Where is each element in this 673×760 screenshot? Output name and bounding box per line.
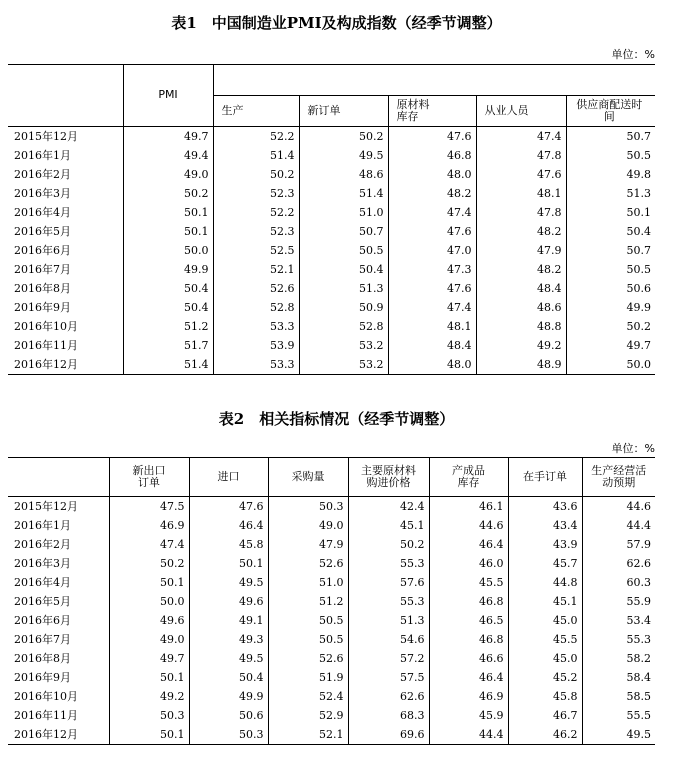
table2-cell: 52.6 <box>268 649 348 668</box>
table1-header-group <box>213 65 655 96</box>
table2-cell: 49.3 <box>189 630 268 649</box>
table1-cell: 48.6 <box>476 298 566 317</box>
table2-column-header: 生产经营活 动预期 <box>582 458 655 497</box>
table1-cell: 49.8 <box>626 168 652 181</box>
table2-cell: 62.6 <box>348 687 429 706</box>
table2-cell: 46.4 <box>429 668 508 687</box>
table1-cell: 47.6 <box>388 222 476 241</box>
table2-column-header: 在手订单 <box>508 458 582 497</box>
table2-row-label: 2016年11月 <box>8 706 109 725</box>
table2-cell: 44.6 <box>626 500 651 513</box>
table1-cell: 47.8 <box>476 203 566 222</box>
table2-cell: 45.0 <box>508 611 582 630</box>
table1-cell: 53.3 <box>213 355 299 375</box>
table2-row <box>8 668 655 687</box>
table2-cell: 46.9 <box>109 516 189 535</box>
table1-cell: 52.3 <box>213 222 299 241</box>
table2-corner-header <box>8 458 109 497</box>
table1-cell: 51.2 <box>123 317 213 336</box>
table1-row-label: 2015年12月 <box>8 127 123 147</box>
table1-cell: 50.7 <box>626 244 652 257</box>
table2-cell: 58.2 <box>626 652 651 665</box>
table1-cell: 47.3 <box>388 260 476 279</box>
table2-cell: 57.2 <box>348 649 429 668</box>
table2-cell: 46.4 <box>429 535 508 554</box>
table1-cell: 48.0 <box>388 355 476 375</box>
table2-cell: 49.0 <box>268 516 348 535</box>
table2-cell: 50.3 <box>109 706 189 725</box>
table1-cell: 50.0 <box>123 241 213 260</box>
table1-row <box>8 355 655 375</box>
table2-cell: 49.6 <box>109 611 189 630</box>
table1-row-label: 2016年9月 <box>8 298 123 317</box>
table1-cell: 46.8 <box>388 146 476 165</box>
table2-row-label: 2016年5月 <box>8 592 109 611</box>
table1-cell: 47.6 <box>388 127 476 147</box>
table1-cell: 50.1 <box>626 206 652 219</box>
table1-cell: 51.7 <box>123 336 213 355</box>
table2-cell: 50.3 <box>268 497 348 517</box>
table2-cell: 50.4 <box>189 668 268 687</box>
table2-cell: 50.5 <box>268 611 348 630</box>
table2-cell: 47.5 <box>109 497 189 517</box>
table2-cell: 60.3 <box>626 576 651 589</box>
table2-column-header: 新出口 订单 <box>109 458 189 497</box>
table2-cell: 55.3 <box>626 633 651 646</box>
table2-row <box>8 630 655 649</box>
table1-cell: 50.1 <box>123 222 213 241</box>
table1-cell: 53.2 <box>299 355 388 375</box>
table1-cell: 53.2 <box>299 336 388 355</box>
table2-row <box>8 554 655 573</box>
table2-cell: 49.5 <box>626 728 651 741</box>
table2-row-label: 2016年8月 <box>8 649 109 668</box>
table2-cell: 47.9 <box>268 535 348 554</box>
table2-cell: 50.3 <box>189 725 268 745</box>
table1-cell: 52.1 <box>213 260 299 279</box>
table1-row-label: 2016年11月 <box>8 336 123 355</box>
table2-cell: 45.8 <box>508 687 582 706</box>
table1-cell: 52.5 <box>213 241 299 260</box>
table2-cell: 44.8 <box>508 573 582 592</box>
table2-cell: 45.1 <box>348 516 429 535</box>
table2-row-label: 2016年10月 <box>8 687 109 706</box>
table2-cell: 51.3 <box>348 611 429 630</box>
table2-cell: 68.3 <box>348 706 429 725</box>
table1-row-label: 2016年8月 <box>8 279 123 298</box>
table2-cell: 46.6 <box>429 649 508 668</box>
table2-row-label: 2016年6月 <box>8 611 109 630</box>
table1-column-header: 新订单 <box>299 96 388 127</box>
table1-row <box>8 241 655 260</box>
table1-cell: 52.8 <box>299 317 388 336</box>
table2-cell: 58.4 <box>626 671 651 684</box>
table1-cell: 50.2 <box>626 320 652 333</box>
table2-cell: 55.9 <box>626 595 651 608</box>
table1 <box>8 64 655 375</box>
table2-row-label: 2016年4月 <box>8 573 109 592</box>
table1-cell: 50.5 <box>626 149 652 162</box>
table1-cell: 50.0 <box>626 358 652 371</box>
table2-cell: 46.2 <box>508 725 582 745</box>
table2-cell: 46.0 <box>429 554 508 573</box>
table2-unit: 单位：% <box>611 442 655 455</box>
table2-row <box>8 516 655 535</box>
table1-cell: 48.1 <box>476 184 566 203</box>
table2-cell: 52.9 <box>268 706 348 725</box>
table1-row <box>8 298 655 317</box>
table1-row-label: 2016年12月 <box>8 355 123 375</box>
table2-cell: 51.0 <box>268 573 348 592</box>
table1-cell: 49.5 <box>299 146 388 165</box>
table1-cell: 48.8 <box>476 317 566 336</box>
table2-row-label: 2016年12月 <box>8 725 109 745</box>
table2-cell: 46.8 <box>429 630 508 649</box>
table1-cell: 48.0 <box>388 165 476 184</box>
table1-cell: 51.3 <box>626 187 652 200</box>
table2-row <box>8 706 655 725</box>
table1-cell: 47.4 <box>476 127 566 147</box>
table2-row <box>8 535 655 554</box>
table1-row <box>8 203 655 222</box>
table2-cell: 44.6 <box>429 516 508 535</box>
table2-cell: 49.5 <box>189 649 268 668</box>
table2-cell: 50.1 <box>109 573 189 592</box>
table1-cell: 47.4 <box>388 203 476 222</box>
table1-row <box>8 127 655 147</box>
table1-row <box>8 146 655 165</box>
table1-row-label: 2016年2月 <box>8 165 123 184</box>
table2-column-header: 产成品 库存 <box>429 458 508 497</box>
table1-cell: 48.6 <box>299 165 388 184</box>
table2-cell: 57.5 <box>348 668 429 687</box>
table2-cell: 54.6 <box>348 630 429 649</box>
table1-cell: 47.9 <box>476 241 566 260</box>
table1-column-header: 原材料 库存 <box>388 96 476 127</box>
table1-cell: 50.4 <box>626 225 652 238</box>
table1-row <box>8 336 655 355</box>
table2-cell: 52.1 <box>268 725 348 745</box>
table2-cell: 50.0 <box>109 592 189 611</box>
table1-column-header: 供应商配送时 间 <box>566 96 655 127</box>
table1-cell: 49.7 <box>626 339 652 352</box>
table2-row <box>8 611 655 630</box>
table1-cell: 50.4 <box>123 298 213 317</box>
table2-column-header: 采购量 <box>268 458 348 497</box>
table2-cell: 52.6 <box>268 554 348 573</box>
table1-cell: 50.5 <box>299 241 388 260</box>
table1-cell: 50.7 <box>299 222 388 241</box>
table1-cell: 50.4 <box>299 260 388 279</box>
table1-row <box>8 184 655 203</box>
table1-row-label: 2016年3月 <box>8 184 123 203</box>
table1-row <box>8 317 655 336</box>
table2-cell: 46.1 <box>429 497 508 517</box>
table2-cell: 45.8 <box>189 535 268 554</box>
table1-column-header: 从业人员 <box>476 96 566 127</box>
table2-cell: 52.4 <box>268 687 348 706</box>
table2-cell: 42.4 <box>348 497 429 517</box>
table2-cell: 49.9 <box>189 687 268 706</box>
table2-cell: 49.0 <box>109 630 189 649</box>
table2-cell: 44.4 <box>626 519 651 532</box>
table1-cell: 52.3 <box>213 184 299 203</box>
table2-cell: 45.9 <box>429 706 508 725</box>
table1-cell: 47.6 <box>476 165 566 184</box>
table2-cell: 47.6 <box>189 497 268 517</box>
table2-cell: 46.9 <box>429 687 508 706</box>
table2-cell: 50.2 <box>348 535 429 554</box>
table1-cell: 51.3 <box>299 279 388 298</box>
table2-cell: 49.2 <box>109 687 189 706</box>
table1-cell: 47.4 <box>388 298 476 317</box>
table1-cell: 50.2 <box>213 165 299 184</box>
table1-row <box>8 222 655 241</box>
table2-cell: 50.1 <box>109 725 189 745</box>
table2-cell: 55.5 <box>626 709 651 722</box>
table1-cell: 50.9 <box>299 298 388 317</box>
table2-cell: 45.5 <box>508 630 582 649</box>
table1-corner-header <box>8 65 123 127</box>
table2-row-label: 2016年9月 <box>8 668 109 687</box>
table1-cell: 52.2 <box>213 203 299 222</box>
table1-cell: 52.2 <box>213 127 299 147</box>
table2-cell: 55.3 <box>348 592 429 611</box>
table1-cell: 48.2 <box>476 222 566 241</box>
table2-row <box>8 725 655 745</box>
table2-row-label: 2016年3月 <box>8 554 109 573</box>
table2-cell: 50.2 <box>109 554 189 573</box>
table2-row <box>8 573 655 592</box>
table1-row-label: 2016年4月 <box>8 203 123 222</box>
table2-cell: 51.9 <box>268 668 348 687</box>
table1-cell: 51.0 <box>299 203 388 222</box>
table1-cell: 51.4 <box>123 355 213 375</box>
table1-cell: 47.0 <box>388 241 476 260</box>
table1-cell: 49.9 <box>626 301 652 314</box>
table2-title: 表2 相关指标情况（经季节调整） <box>218 410 455 428</box>
table2-row-label: 2016年7月 <box>8 630 109 649</box>
table2-cell: 53.4 <box>626 614 651 627</box>
table1-cell: 50.4 <box>123 279 213 298</box>
table2 <box>8 457 655 745</box>
table2-row <box>8 592 655 611</box>
table1-header-pmi: PMI <box>123 65 213 127</box>
table2-cell: 45.7 <box>508 554 582 573</box>
table2-cell: 43.9 <box>508 535 582 554</box>
table2-cell: 46.5 <box>429 611 508 630</box>
table2-cell: 50.5 <box>268 630 348 649</box>
table2-cell: 57.9 <box>626 538 651 551</box>
table1-cell: 47.6 <box>388 279 476 298</box>
table1-cell: 50.2 <box>299 127 388 147</box>
table1-row <box>8 279 655 298</box>
table2-cell: 43.4 <box>508 516 582 535</box>
table2-cell: 43.6 <box>508 497 582 517</box>
table2-cell: 55.3 <box>348 554 429 573</box>
table1-cell: 49.2 <box>476 336 566 355</box>
table1-row-label: 2016年6月 <box>8 241 123 260</box>
table2-cell: 49.1 <box>189 611 268 630</box>
table1-cell: 53.3 <box>213 317 299 336</box>
table1-row-label: 2016年10月 <box>8 317 123 336</box>
table1-title: 表1 中国制造业PMI及构成指数（经季节调整） <box>171 14 502 32</box>
table2-cell: 45.5 <box>429 573 508 592</box>
table1-cell: 53.9 <box>213 336 299 355</box>
table1-cell: 52.8 <box>213 298 299 317</box>
table2-row-label: 2015年12月 <box>8 497 109 517</box>
table2-row <box>8 649 655 668</box>
table2-row <box>8 687 655 706</box>
table1-row <box>8 260 655 279</box>
table2-cell: 49.7 <box>109 649 189 668</box>
table1-cell: 50.6 <box>626 282 652 295</box>
table1-cell: 48.2 <box>388 184 476 203</box>
table1-cell: 48.4 <box>388 336 476 355</box>
table2-row-label: 2016年1月 <box>8 516 109 535</box>
table2-cell: 69.6 <box>348 725 429 745</box>
table1-cell: 49.9 <box>123 260 213 279</box>
table2-row <box>8 497 655 517</box>
table2-cell: 46.7 <box>508 706 582 725</box>
table2-cell: 49.6 <box>189 592 268 611</box>
table1-cell: 48.2 <box>476 260 566 279</box>
table1-cell: 48.4 <box>476 279 566 298</box>
table1-cell: 51.4 <box>299 184 388 203</box>
table1-cell: 47.8 <box>476 146 566 165</box>
table1-cell: 49.7 <box>123 127 213 147</box>
table2-column-header: 进口 <box>189 458 268 497</box>
table1-row <box>8 165 655 184</box>
table2-cell: 46.8 <box>429 592 508 611</box>
table1-cell: 48.9 <box>476 355 566 375</box>
table2-cell: 50.1 <box>109 668 189 687</box>
table1-cell: 48.1 <box>388 317 476 336</box>
table2-row-label: 2016年2月 <box>8 535 109 554</box>
table1-cell: 49.0 <box>123 165 213 184</box>
table2-cell: 47.4 <box>109 535 189 554</box>
table1-row-label: 2016年5月 <box>8 222 123 241</box>
table1-cell: 50.2 <box>123 184 213 203</box>
table1-cell: 49.4 <box>123 146 213 165</box>
table2-cell: 57.6 <box>348 573 429 592</box>
table2-cell: 45.2 <box>508 668 582 687</box>
table1-row-label: 2016年1月 <box>8 146 123 165</box>
table1-cell: 50.5 <box>626 263 652 276</box>
table1-column-header: 生产 <box>213 96 299 127</box>
table2-column-header: 主要原材料 购进价格 <box>348 458 429 497</box>
table1-cell: 50.1 <box>123 203 213 222</box>
table2-cell: 44.4 <box>429 725 508 745</box>
table1-cell: 50.7 <box>626 130 652 143</box>
table2-cell: 45.1 <box>508 592 582 611</box>
table2-cell: 62.6 <box>626 557 651 570</box>
table1-cell: 51.4 <box>213 146 299 165</box>
table2-cell: 50.6 <box>189 706 268 725</box>
table2-cell: 58.5 <box>626 690 651 703</box>
table2-cell: 51.2 <box>268 592 348 611</box>
table1-row-label: 2016年7月 <box>8 260 123 279</box>
table2-cell: 50.1 <box>189 554 268 573</box>
table2-cell: 46.4 <box>189 516 268 535</box>
table2-cell: 49.5 <box>189 573 268 592</box>
table1-cell: 52.6 <box>213 279 299 298</box>
table2-cell: 45.0 <box>508 649 582 668</box>
table1-unit: 单位：% <box>611 48 655 61</box>
